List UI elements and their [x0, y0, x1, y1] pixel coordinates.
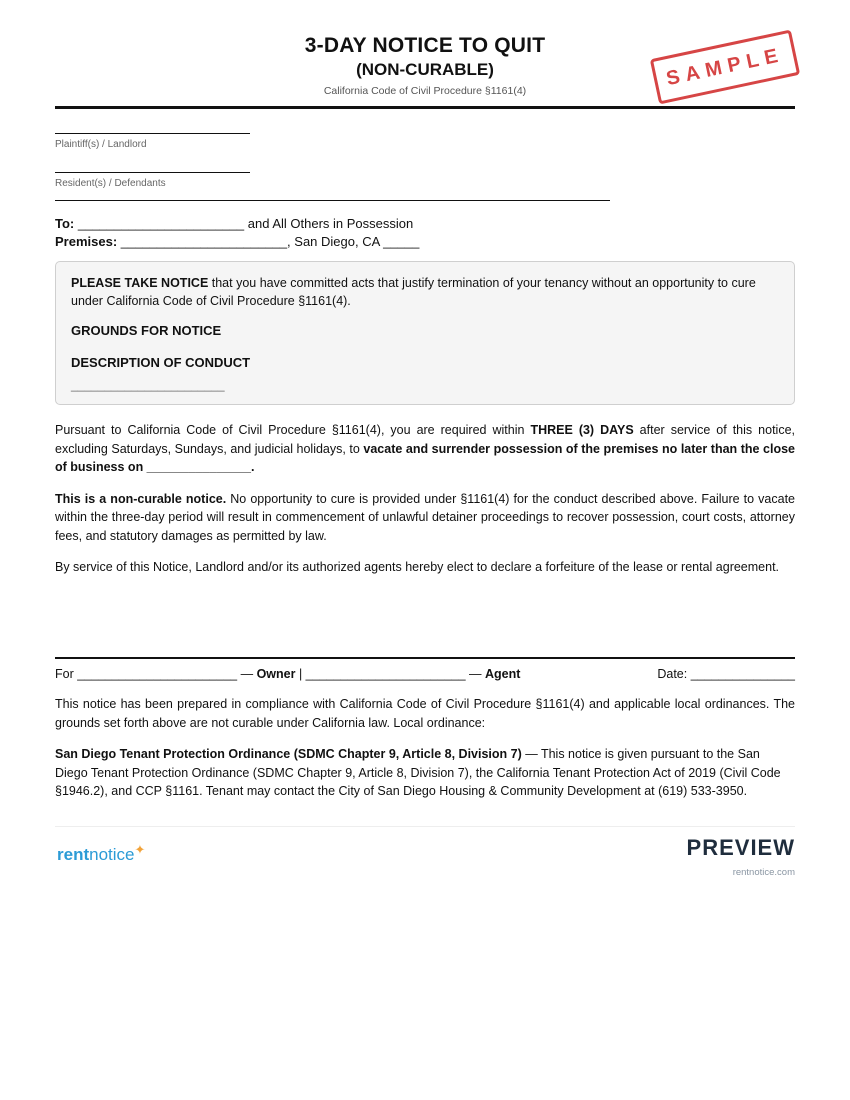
address-block [55, 215, 795, 251]
document-title: 3-DAY NOTICE TO QUIT [304, 34, 546, 57]
non-curable-paragraph [55, 490, 795, 546]
site-url: rentnotice.com [732, 867, 795, 878]
premises-value: _______________________, San Diego, CA _____ [117, 234, 420, 249]
conduct-heading: DESCRIPTION OF CONDUCT [71, 355, 251, 370]
vacate-deadline: vacate and surrender possession of the premises no later than the close of business on _______________. [55, 441, 795, 474]
signature-sep: | _______________________ — [295, 667, 486, 681]
signature-row [55, 657, 795, 682]
non-curable-text: No opportunity to cure is provided under §1161(4) for the conduct described above. Failure to vacate within the three-day period will result in commencement of unlawful detainer proceedings to recover possession, court costs, attorney fees, and statutory damages as permitted by law. [55, 491, 796, 543]
vacate-paragraph [55, 421, 795, 477]
logo-part-notice: notice [89, 845, 135, 864]
resident-line [55, 172, 250, 173]
grounds-heading: GROUNDS FOR NOTICE [71, 323, 222, 338]
resident-label: Resident(s) / Defendants [55, 178, 166, 189]
ordinance-text: — This notice is given pursuant to the San Diego Tenant Protection Ordinance (SDMC Chapter 9, Article 8, Division 7), the California Tenant Protection Act of 2019 (Civil Code §1946.2), and CCP §1161. Tenant may contact the City of San Diego Housing & Community Development at (619) 533-3950. [55, 747, 781, 798]
conduct-blank: _______________________ [71, 378, 225, 392]
compliance-section [55, 695, 795, 801]
to-label: To: [55, 216, 75, 231]
notice-lead-text: that you have committed acts that justify termination of your tenancy without an opportunity to cure under California Code of Civil Procedure §1161(4). [71, 276, 756, 308]
notice-lead-bold: PLEASE TAKE NOTICE [71, 276, 209, 290]
plaintiff-line [55, 133, 250, 134]
signature-for: For _______________________ — [55, 667, 257, 681]
vacate-text-a: Pursuant to California Code of Civil Procedure §1161(4), you are required within [55, 423, 531, 437]
notice-lead [71, 274, 779, 310]
non-curable-lead: This is a non-curable notice. [55, 491, 227, 506]
signature-date: Date: _______________ [657, 667, 795, 681]
plaintiff-block [55, 133, 795, 151]
rentnotice-logo [57, 842, 146, 865]
footer-divider [55, 826, 795, 827]
notice-box [55, 261, 795, 405]
forfeiture-paragraph: By service of this Notice, Landlord and/or its authorized agents hereby elect to declare a forfeiture of the lease or rental agreement. [55, 560, 780, 574]
to-line [55, 215, 795, 233]
sparkle-icon: ✦ [134, 842, 146, 857]
plaintiff-label: Plaintiff(s) / Landlord [55, 139, 147, 150]
logo-part-rent: rent [57, 845, 90, 864]
premises-line [55, 233, 795, 251]
code-reference: California Code of Civil Procedure §1161(4) [323, 85, 527, 97]
three-days: THREE (3) DAYS [530, 423, 634, 437]
premises-label: Premises: [55, 234, 118, 249]
document-subtitle: (NON-CURABLE) [356, 60, 494, 79]
to-value: _______________________ and All Others in Possession [74, 216, 414, 231]
sample-stamp: SAMPLE [650, 30, 800, 105]
ordinance-paragraph [55, 745, 795, 801]
owner-label: Owner [256, 667, 296, 681]
vacate-text-c: after service of this notice, excluding Saturdays, Sundays, and judicial holidays, to [55, 423, 795, 456]
preview-label: PREVIEW [686, 835, 795, 860]
caption-divider [55, 200, 610, 201]
notice-document [55, 0, 796, 878]
compliance-paragraph: This notice has been prepared in compliance with California Code of Civil Procedure §1161(4) and applicable local ordinances. The grounds set forth above are not curable under California law. Local ordinance: [55, 697, 795, 730]
document-header [55, 0, 795, 109]
ordinance-title: San Diego Tenant Protection Ordinance (SDMC Chapter 9, Article 8, Division 7) [55, 747, 522, 761]
resident-block [55, 172, 795, 190]
agent-label: Agent [485, 667, 521, 681]
